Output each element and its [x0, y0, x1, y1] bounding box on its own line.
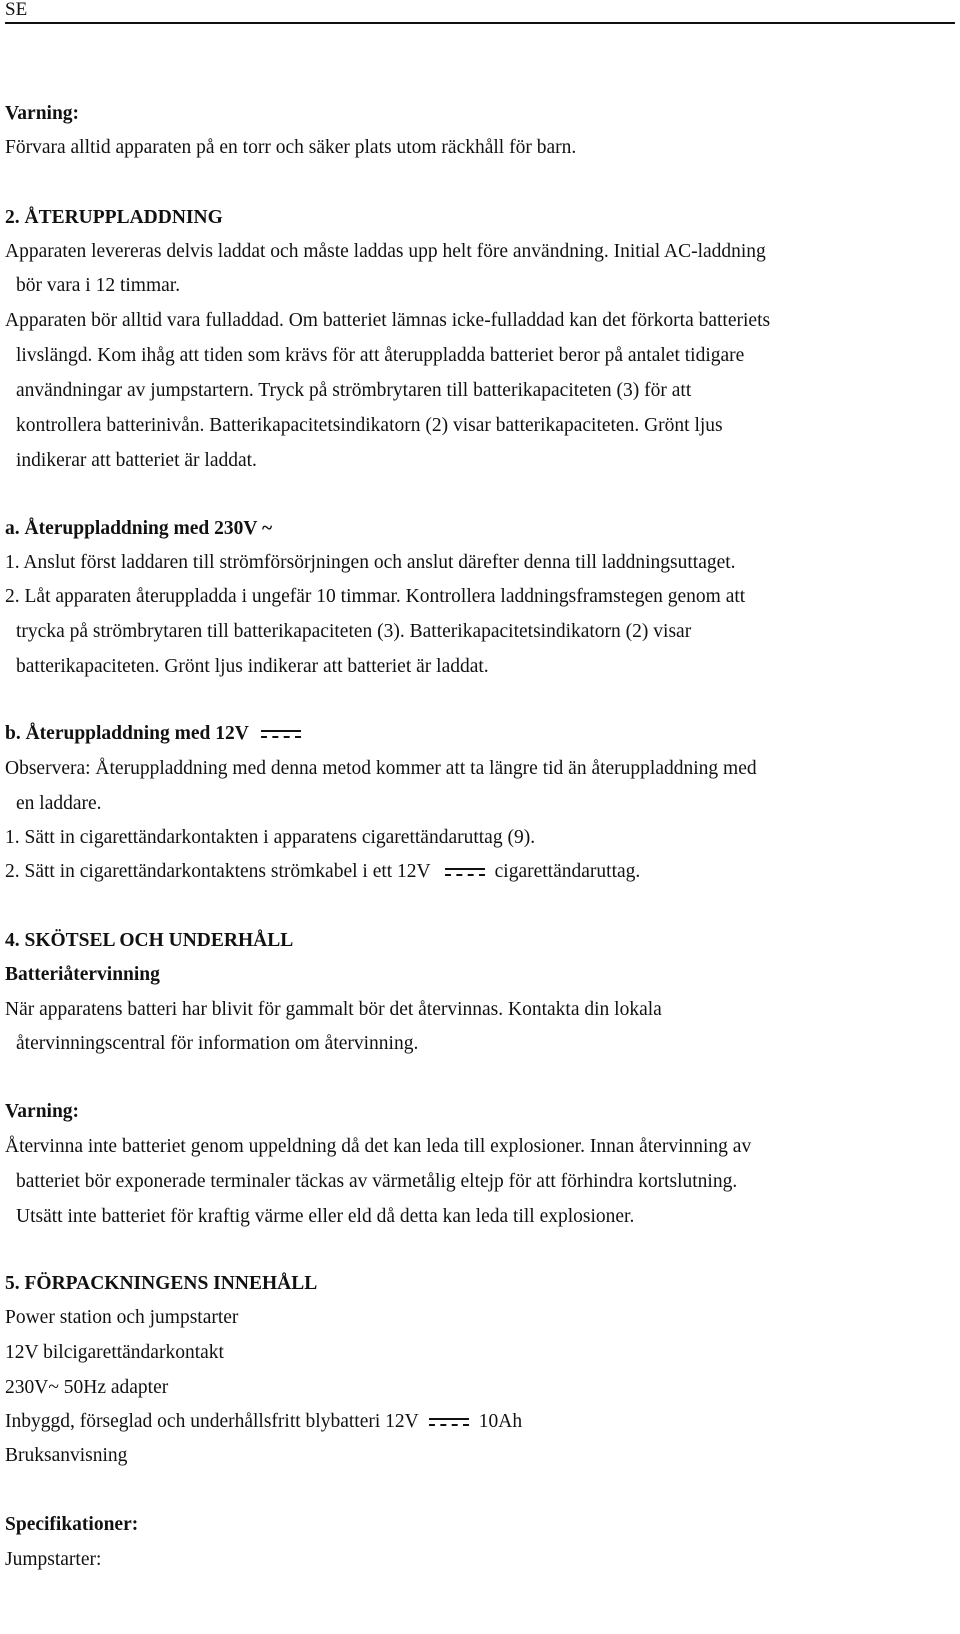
warning-text: Utsätt inte batteriet för kraftig värme eller eld då detta kan leda till explosioner. [16, 1206, 635, 1227]
warning-text: batteriet bör exponerade terminaler täckas av värmetålig eltejp för att förhindra kortslutning. [16, 1171, 738, 1192]
warning-text: Förvara alltid apparaten på en torr och säker plats utom räckhåll för barn. [5, 137, 577, 158]
list-item: Power station och jumpstarter [5, 1307, 239, 1328]
step-line: 1. Anslut först laddaren till strömförsörjningen och anslut därefter denna till laddningsuttaget. [5, 552, 736, 573]
paragraph-line: kontrollera batterinivån. Batterikapacitetsindikatorn (2) visar batterikapaciteten. Grönt ljus [16, 415, 723, 436]
paragraph-line: Apparaten levereras delvis laddat och måste laddas upp helt före användning. Initial AC-laddning [5, 241, 766, 262]
list-item-text: 10Ah [478, 1411, 523, 1432]
paragraph-line: indikerar att batteriet är laddat. [16, 450, 257, 471]
section-heading: Specifikationer: [5, 1514, 139, 1535]
step-text: cigarettändaruttag. [494, 861, 641, 882]
subsection-heading-line [5, 722, 305, 746]
dc-symbol-icon [429, 1417, 469, 1429]
paragraph-line: återvinningscentral för information om återvinning. [16, 1033, 419, 1054]
list-item-text: Inbyggd, förseglad och underhållsfritt blybatteri 12V [5, 1411, 419, 1432]
note-line: Observera: Återuppladdning med denna metod kommer att ta längre tid än återuppladdning med [5, 758, 757, 779]
subsection-heading: b. Återuppladdning med 12V [5, 723, 249, 744]
step-line: 2. Låt apparaten återuppladda i ungefär 10 timmar. Kontrollera laddningsframstegen genom att [5, 586, 746, 607]
section-heading: 2. ÅTERUPPLADDNING [5, 207, 223, 228]
spec-label: Jumpstarter: [5, 1549, 102, 1570]
subsection-heading: a. Återuppladdning med 230V ~ [5, 518, 273, 539]
warning-text: Återvinna inte batteriet genom uppeldning då det kan leda till explosioner. Innan återvinning av [5, 1136, 752, 1157]
list-item: 230V~ 50Hz adapter [5, 1377, 169, 1398]
dc-symbol-icon [261, 729, 301, 741]
paragraph-line: användningar av jumpstartern. Tryck på strömbrytaren till batterikapaciteten (3) för att [16, 380, 692, 401]
step-line: batterikapaciteten. Grönt ljus indikerar att batteriet är laddat. [16, 656, 489, 677]
paragraph-line: Apparaten bör alltid vara fulladdad. Om batteriet lämnas icke-fulladdad kan det förkorta batteriets [5, 310, 771, 331]
paragraph-line: bör vara i 12 timmar. [16, 275, 181, 296]
paragraph-line: livslängd. Kom ihåg att tiden som krävs för att återuppladda batteriet beror på antalet tidigare [16, 345, 745, 366]
list-item: 12V bilcigarettändarkontakt [5, 1342, 224, 1363]
section-heading: 4. SKÖTSEL OCH UNDERHÅLL [5, 930, 294, 951]
section-subheading: Batteriåtervinning [5, 964, 160, 985]
warning-title: Varning: [5, 103, 80, 124]
step-line-with-symbol [5, 860, 640, 884]
warning-title: Varning: [5, 1101, 80, 1122]
dc-symbol-icon [445, 867, 485, 879]
step-line: trycka på strömbrytaren till batterikapaciteten (3). Batterikapacitetsindikatorn (2) visar [16, 621, 692, 642]
list-item: Bruksanvisning [5, 1445, 128, 1466]
step-text: 2. Sätt in cigarettändarkontaktens strömkabel i ett 12V [5, 861, 431, 882]
page-header [5, 0, 955, 24]
note-line: en laddare. [16, 793, 102, 814]
section-heading: 5. FÖRPACKNINGENS INNEHÅLL [5, 1273, 318, 1294]
list-item-with-symbol [5, 1410, 522, 1434]
paragraph-line: När apparatens batteri har blivit för gammalt bör det återvinnas. Kontakta din lokala [5, 999, 662, 1020]
step-line: 1. Sätt in cigarettändarkontakten i apparatens cigarettändaruttag (9). [5, 827, 536, 848]
language-code: SE [5, 0, 28, 20]
